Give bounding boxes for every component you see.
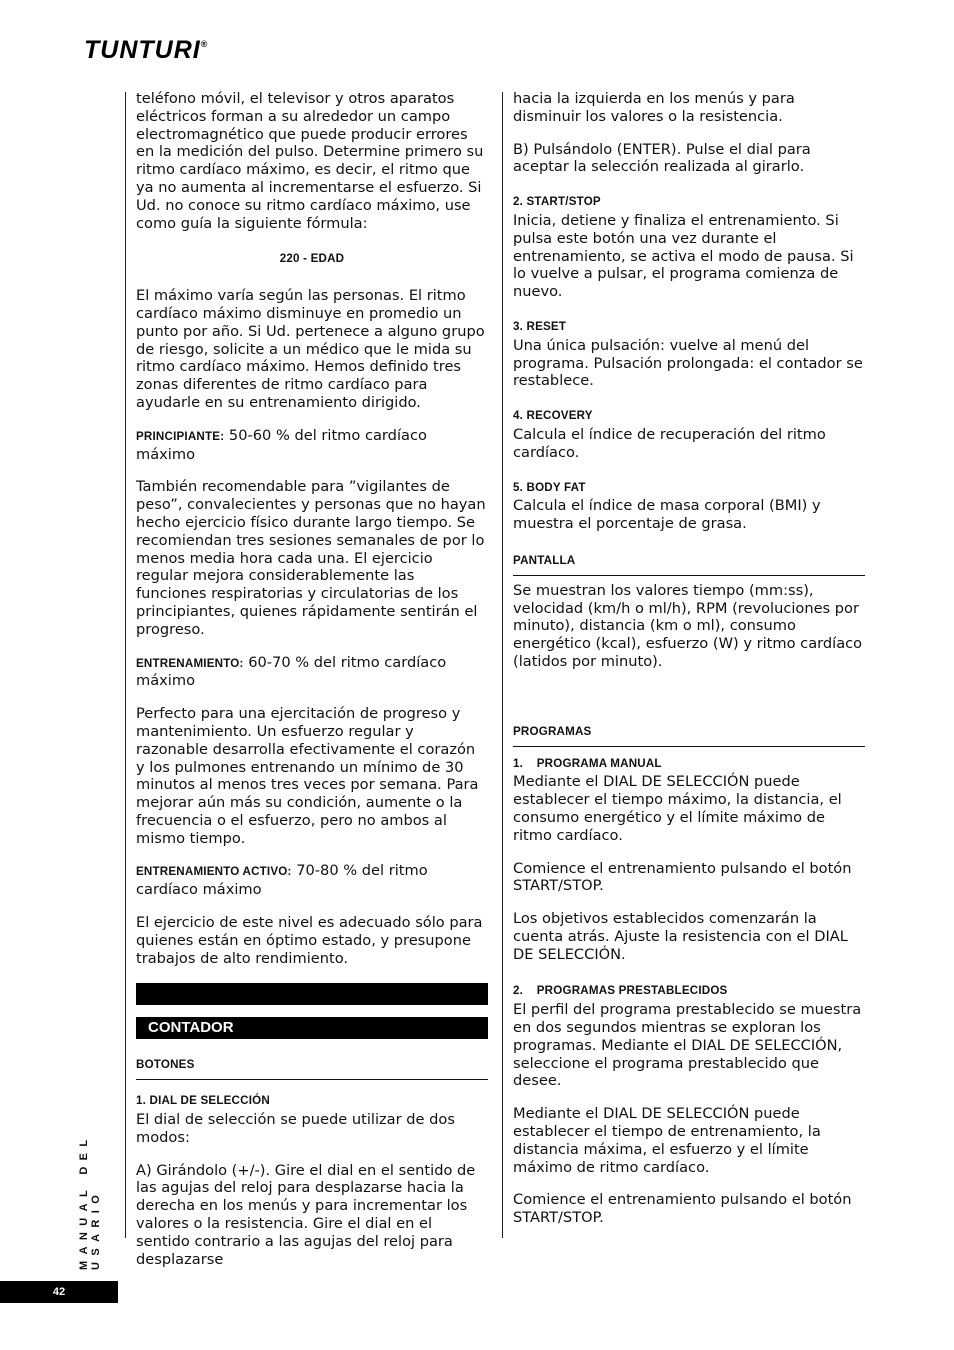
- body-fat-heading: 5. BODY FAT: [513, 480, 586, 494]
- zone-active-label: ENTRENAMIENTO ACTIVO:: [136, 865, 292, 879]
- recovery-heading: 4. RECOVERY: [513, 409, 593, 423]
- reset-heading: 3. RESET: [513, 319, 567, 333]
- right-column: [513, 90, 865, 1242]
- zone-training-range: 60-70 % del ritmo cardíaco máximo: [136, 653, 447, 690]
- side-manual-label: MANUAL DEL USARIO: [78, 1133, 102, 1270]
- max-heart-rate-paragraph: El máximo varía según las personas. El ritmo cardíaco máximo disminuye en promedio un punto por año. Si Ud. pertenece a alguno grupo de riesgo, solicite a un médico que le mida su ritmo cardíaco máximo. Hemos definido tres zonas diferentes de ritmo cardíaco para ayudarle en su entrenamiento dirigido.: [136, 287, 485, 411]
- zone-active-range: 70-80 % del ritmo cardíaco máximo: [136, 862, 428, 899]
- zone-active: [136, 862, 488, 899]
- preset-programs-text-2: Mediante el DIAL DE SELECCIÓN puede establecer el tiempo de entrenamiento, la distancia máxima, el esfuerzo y el límite máximo de ritmo cardíaco.: [513, 1105, 821, 1176]
- zone-beginner-range: 50-60 % del ritmo cardíaco máximo: [136, 426, 427, 463]
- section-title-contador: CONTADOR: [136, 1017, 488, 1039]
- preset-programs-text-3: Comience el entrenamiento pulsando el botón START/STOP.: [513, 1191, 852, 1227]
- zone-beginner: [136, 427, 488, 464]
- zone-beginner-description: También recomendable para ”vigilantes de peso”, convalecientes y personas que no hayan hecho ejercicio físico durante largo tiempo. Se recomiendan tres sesiones semanales de por lo menos media hora cada una. El ejercicio regular mejora considerablemente las funciones respiratorias y circulatorias de los principiantes, quienes rápidamente sentirán el progreso.: [136, 478, 486, 638]
- page-number: 42: [0, 1281, 118, 1303]
- dial-rotate-paragraph: A) Girándolo (+/-). Gire el dial en el sentido de las agujas del reloj para desplazarse hacia la derecha en los menús y para incrementar los valores o la resistencia. Gire el dial en el sentido contrario a las agujas del reloj para desplazarse: [136, 1161, 476, 1268]
- zone-training-description: Perfecto para una ejercitación de progreso y mantenimiento. Un esfuerzo regular y razonable desarrolla efectivamente el corazón y los pulmones entrenando un mínimo de 30 minutos al menos tres veces por semana. Para mejorar aún más su condición, aumente o la frecuencia o el esfuerzo, pero no ambos al mismo tiempo.: [136, 705, 479, 847]
- brand-logo: [84, 36, 208, 65]
- reset-text: Una única pulsación: vuelve al menú del programa. Pulsación prolongada: el contador se restablece.: [513, 336, 863, 390]
- start-stop-heading: 2. START/STOP: [513, 195, 601, 209]
- zone-training-label: ENTRENAMIENTO:: [136, 656, 244, 670]
- dial-heading: 1. DIAL DE SELECCIÓN: [136, 1094, 270, 1108]
- display-text: Se muestran los valores tiempo (mm:ss), velocidad (km/h o ml/h), RPM (revoluciones por minuto), distancia (km o ml), consumo energético (kcal), esfuerzo (W) y ritmo cardíaco (latidos por minuto).: [513, 581, 863, 670]
- section-divider-bar: [136, 983, 488, 1005]
- center-column-rule: [502, 92, 503, 1238]
- pulse-intro-paragraph: teléfono móvil, el televisor y otros aparatos eléctricos forman a su alrededor un campo electromagnético que puede producir errores en la medición del pulso. Determine primero su ritmo cardíaco máximo, es decir, el ritmo que ya no aumenta al incrementarse el esfuerzo. Si Ud. no conoce su ritmo cardíaco máximo, use como guía la siguiente fórmula:: [136, 90, 484, 232]
- body-fat-text: Calcula el índice de masa corporal (BMI) y muestra el porcentaje de grasa.: [513, 497, 821, 533]
- registered-mark: ®: [200, 39, 209, 49]
- buttons-heading: BOTONES: [136, 1056, 488, 1080]
- programs-heading: PROGRAMAS: [513, 723, 865, 747]
- manual-program-text-2: Comience el entrenamiento pulsando el botón START/STOP.: [513, 859, 852, 895]
- zone-beginner-label: PRINCIPIANTE:: [136, 429, 225, 443]
- dial-rotate-continued: hacia la izquierda en los menús y para disminuir los valores o la resistencia.: [513, 90, 795, 125]
- preset-programs-text-1: El perfil del programa prestablecido se muestra en dos segundos mientras se exploran los programas. Mediante el DIAL DE SELECCIÓN, seleccione el programa prestablecido que desee.: [513, 1001, 862, 1090]
- zone-training: [136, 654, 488, 691]
- manual-program-text-1: Mediante el DIAL DE SELECCIÓN puede establecer el tiempo máximo, la distancia, el consumo energético y el límite máximo de ritmo cardíaco.: [513, 773, 842, 844]
- dial-press-paragraph: B) Pulsándolo (ENTER). Pulse el dial para aceptar la selección realizada al girarlo.: [513, 140, 811, 176]
- zone-active-description: El ejercicio de este nivel es adecuado sólo para quienes están en óptimo estado, y presupone trabajos de alto rendimiento.: [136, 914, 483, 967]
- preset-programs-heading: 2. PROGRAMAS PRESTABLECIDOS: [513, 984, 728, 998]
- brand-name: TUNTURI: [84, 36, 201, 64]
- left-column: [136, 90, 488, 1283]
- max-heart-rate-formula: 220 - EDAD: [279, 252, 345, 266]
- start-stop-text: Inicia, detiene y finaliza el entrenamiento. Si pulsa este botón una vez durante el entrenamiento, se activa el modo de pausa. Si lo vuelve a pulsar, el programa comienza de nuevo.: [513, 211, 854, 301]
- manual-program-text-3: Los objetivos establecidos comenzarán la cuenta atrás. Ajuste la resistencia con el DIAL DE SELECCIÓN.: [513, 910, 848, 963]
- display-heading: PANTALLA: [513, 552, 865, 576]
- left-column-rule: [125, 92, 126, 1238]
- recovery-text: Calcula el índice de recuperación del ritmo cardíaco.: [513, 425, 826, 461]
- manual-program-heading: 1. PROGRAMA MANUAL: [513, 756, 662, 770]
- dial-modes-paragraph: El dial de selección se puede utilizar de dos modos:: [136, 1111, 455, 1146]
